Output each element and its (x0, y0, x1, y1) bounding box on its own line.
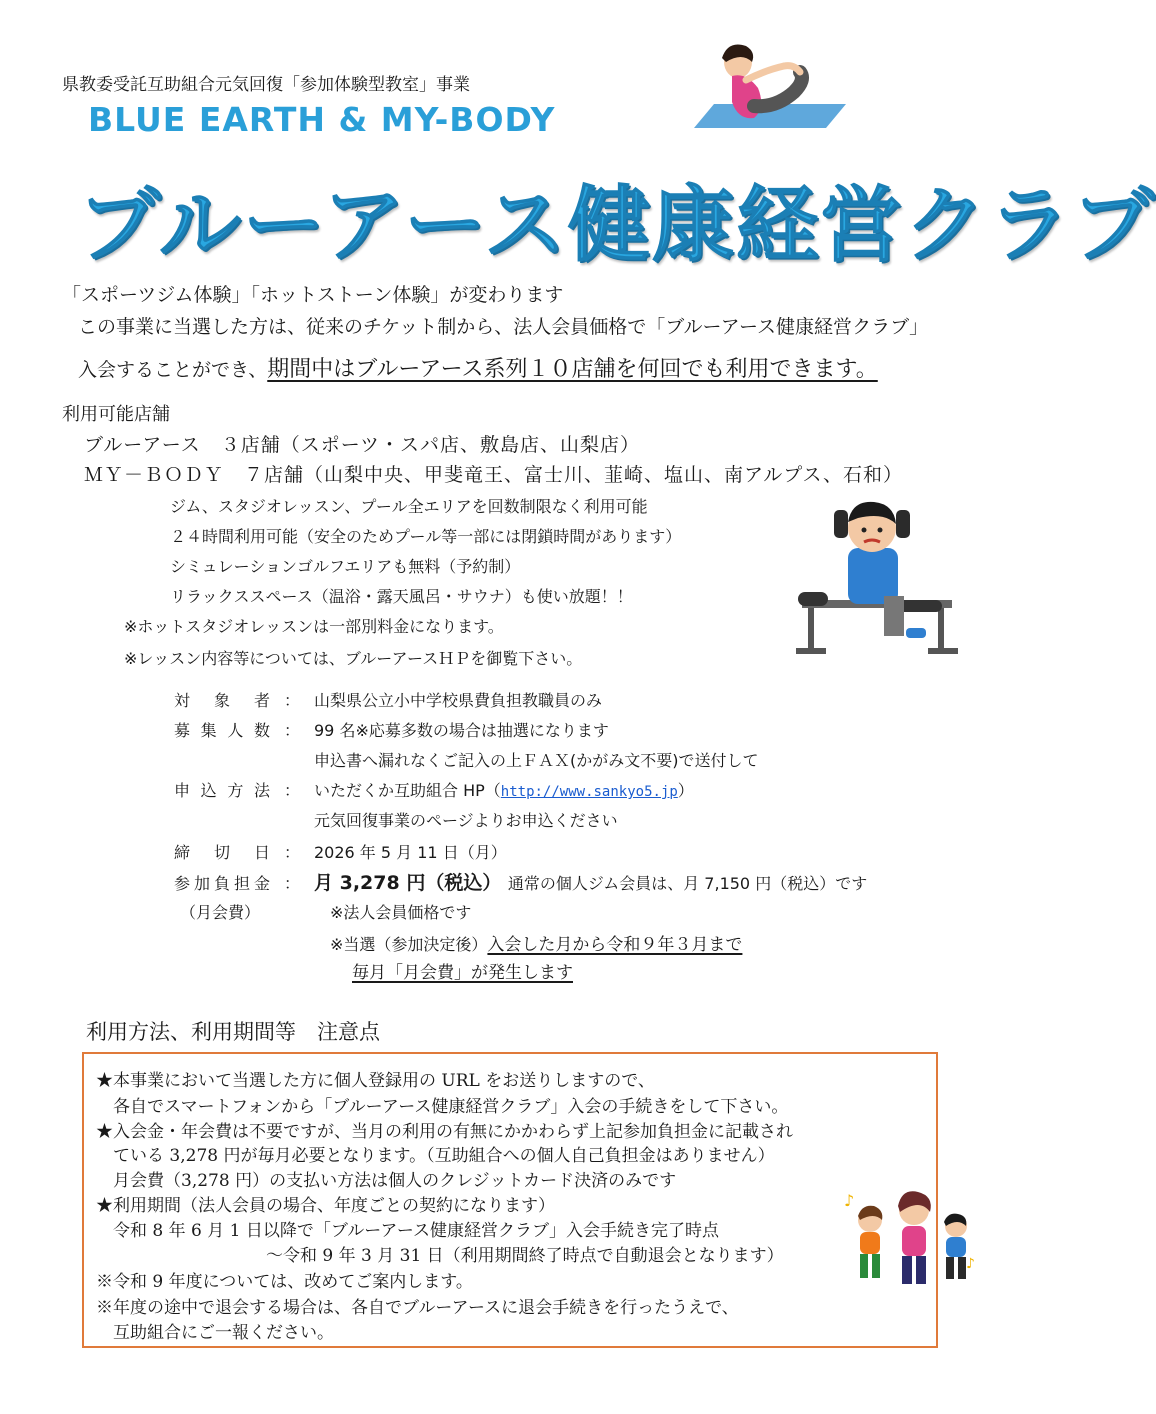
intro-line-3 (78, 352, 878, 383)
apply-label: 申込方法 (174, 781, 270, 800)
intro-line-1: 「スポーツジム体験」「ホットストーン体験」が変わります (62, 284, 564, 306)
feature-item: シミュレーションゴルフエリアも無料（予約制） (170, 557, 521, 576)
notes-line: ている 3,278 円が毎月必要となります。（互助組合への個人自己負担金はありません） (96, 1146, 775, 1166)
notes-line: 月会費（3,278 円）の支払い方法は個人のクレジットカード決済のみです (96, 1171, 677, 1191)
intro-line-3-prefix: 入会することができ、 (78, 359, 268, 381)
fee-sub-label: （月会費） (180, 903, 261, 922)
capacity-label: 募集人数 (174, 721, 270, 740)
target-value: 山梨県公立小中学校県費負担教職員のみ (314, 691, 603, 710)
notes-line: 各自でスマートフォンから「ブルーアース健康経営クラブ」入会の手続きをして下さい。 (96, 1097, 789, 1117)
colon: ： (283, 781, 300, 800)
stores-heading: 利用可能店舗 (62, 404, 170, 425)
fee-note-3-text: 毎月「月会費」が発生します (352, 963, 573, 983)
page-title: ブルーアース健康経営クラブ (78, 178, 1156, 273)
info-row-target (174, 688, 602, 711)
fee-note-3 (352, 958, 573, 983)
notes-line: ★本事業において当選した方に個人登録用の URL をお送りしますので、 (96, 1071, 655, 1091)
apply-pre-line: 申込書へ漏れなくご記入の上ＦＡＸ(かがみ文不要)で送付して (314, 751, 759, 770)
colon: ： (283, 874, 300, 893)
intro-line-2: この事業に当選した方は、従来のチケット制から、法人会員価格で「ブルーアース健康経営クラブ」 (78, 316, 929, 338)
notes-heading: 利用方法、利用期間等 注意点 (86, 1020, 380, 1044)
gojo-website-link[interactable]: http://www.sankyo5.jp (500, 784, 678, 800)
feature-item: リラックススペース（温浴・露天風呂・サウナ）も使い放題！！ (170, 587, 633, 606)
fee-compare: 通常の個人ジム会員は、月 7,150 円（税込）です (507, 874, 868, 893)
info-row-apply (174, 778, 694, 801)
fee-note-2-prefix: ※当選（参加決定後） (330, 935, 488, 954)
program-supertitle: 県教委受託互助組合元気回復「参加体験型教室」事業 (62, 75, 470, 95)
notes-line: ※令和 9 年度については、改めてご案内します。 (96, 1272, 473, 1292)
gym-man-illustration (788, 488, 968, 660)
deadline-value: 2026 年 5 月 11 日（月） (314, 843, 507, 862)
store-blue-earth: ブルーアース ３店舗（スポーツ・スパ店、敷島店、山梨店） (84, 434, 641, 456)
yoga-woman-illustration (676, 36, 846, 136)
deadline-label: 締切日 (174, 843, 270, 862)
notes-line: ※年度の途中で退会する場合は、各自でブルーアースに退会手続きを行ったうえで、 (96, 1298, 739, 1318)
target-label: 対象者 (174, 691, 270, 710)
capacity-value: 99 名※応募多数の場合は抽選になります (314, 721, 609, 740)
store-note: ※レッスン内容等については、ブルーアースＨＰを御覧下さい。 (124, 649, 583, 668)
feature-item: ２４時間利用可能（安全のためプール等一部には閉鎖時間があります） (170, 527, 682, 546)
fee-note-2-underlined: 入会した月から令和９年３月まで (487, 935, 743, 955)
fee-note-1: ※法人会員価格です (330, 903, 472, 922)
dancing-family-illustration (840, 1176, 988, 1288)
apply-value-suffix: ） (677, 781, 694, 800)
fee-value: 月 3,278 円（税込） (314, 872, 492, 894)
apply-post-line: 元気回復事業のページよりお申込ください (314, 811, 618, 830)
store-note: ※ホットスタジオレッスンは一部別料金になります。 (124, 617, 504, 636)
notes-line: ～令和 9 年 3 月 31 日（利用期間終了時点で自動退会となります） (96, 1246, 784, 1266)
notes-line: 互助組合にご一報ください。 (96, 1323, 334, 1343)
notes-line: ★入会金・年会費は不要ですが、当月の利用の有無にかかわらず上記参加負担金に記載され (96, 1122, 793, 1142)
info-row-deadline (174, 840, 507, 863)
store-my-body: ＭＹ－ＢＯＤＹ ７店舗（山梨中央、甲斐竜王、富士川、韮崎、塩山、南アルプス、石和） (84, 464, 904, 486)
apply-value-prefix: いただくか互助組合 HP（ (314, 781, 501, 800)
info-row-capacity (174, 718, 609, 741)
colon: ： (283, 721, 300, 740)
fee-label: 参加負担金 (174, 874, 270, 893)
svg-text:♪: ♪ (966, 1256, 975, 1272)
svg-text:♪: ♪ (844, 1191, 855, 1210)
intro-highlight: 期間中はブルーアース系列１０店舗を何回でも利用できます。 (267, 357, 878, 382)
colon: ： (283, 843, 300, 862)
info-row-fee (174, 868, 867, 895)
brand-name: BLUE EARTH & MY-BODY (88, 100, 556, 139)
notes-line: ★利用期間（法人会員の場合、年度ごとの契約になります） (96, 1196, 555, 1216)
fee-note-2 (330, 930, 742, 955)
colon: ： (283, 691, 300, 710)
feature-item: ジム、スタジオレッスン、プール全エリアを回数制限なく利用可能 (170, 497, 648, 516)
notes-line: 令和 8 年 6 月 1 日以降で「ブルーアース健康経営クラブ」入会手続き完了時点 (96, 1221, 719, 1241)
